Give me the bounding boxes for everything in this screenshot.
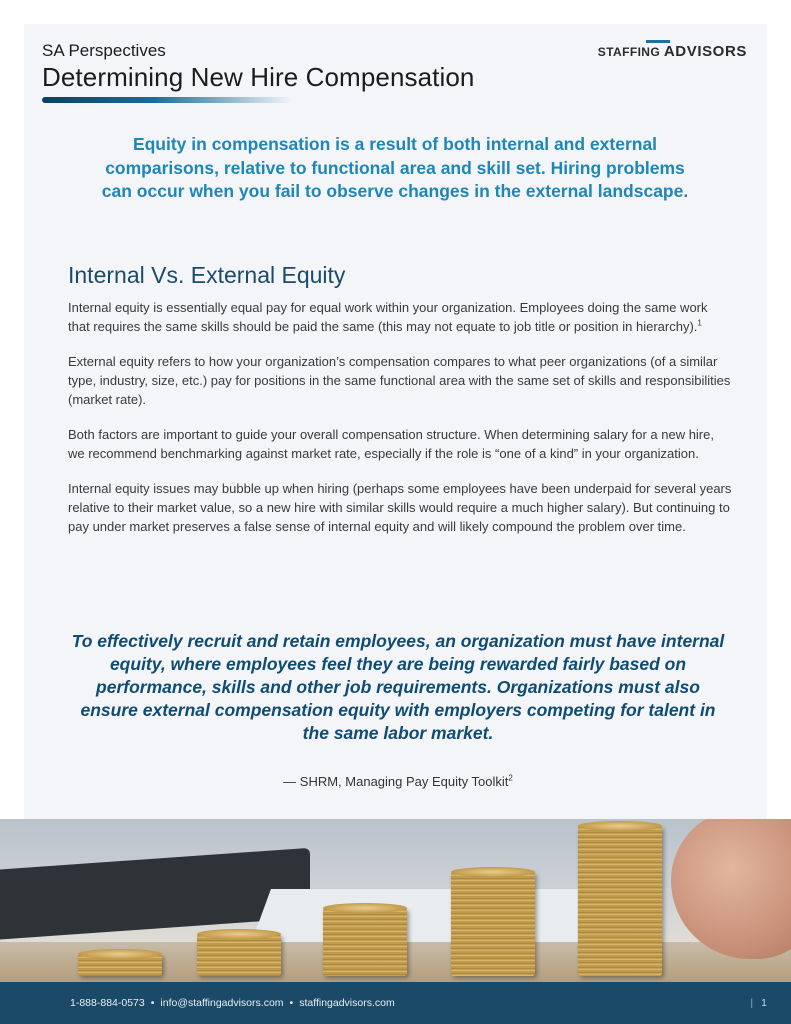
footnote-ref: 2 (508, 773, 513, 783)
hand-shape (671, 819, 791, 959)
paragraph-text: Internal equity is essentially equal pay for equal work within your organization. Employees doing the same work that requires the same skills should be paid the same (this may not equate to job title or position in hierarchy). (68, 300, 708, 334)
paragraph-hiring-issues: Internal equity issues may bubble up when hiring (perhaps some employees have been underpaid for several years relative to their market value, so a new hire with similar skills would require a much higher salary). But continuing to pay under market preserves a false sense of internal equity and will likely compound the problem over time. (68, 481, 732, 534)
body-text (68, 298, 732, 552)
page-number: 1 (761, 997, 767, 1009)
pull-quote: To effectively recruit and retain employees, an organization must have internal equity, where employees feel they are being rewarded fairly based on performance, skills and other job requirements. Organizations must also ensure external compensation equity with employers competing for talent in the same labor market. (71, 631, 725, 743)
coin-stack (197, 934, 281, 976)
content-card (24, 24, 767, 819)
logo-accent-bar (646, 40, 670, 43)
footnote-ref: 1 (697, 318, 702, 328)
footer-separator: • (150, 997, 155, 1009)
logo-prefix: STAFFING (597, 45, 664, 59)
page-separator: | (750, 997, 754, 1009)
paragraph-internal-equity (68, 298, 732, 336)
paragraph-both-factors: Both factors are important to guide your overall compensation structure. When determining salary for a new hire, we recommend benchmarking against market rate, especially if the role is “one of a kind” in your organization. (68, 427, 714, 461)
coin-stack (578, 826, 662, 976)
footer-separator: • (289, 997, 294, 1009)
phone-number[interactable]: 1-888-884-0573 (70, 997, 145, 1009)
page-title: Determining New Hire Compensation (42, 62, 475, 92)
page-footer (0, 982, 791, 1024)
page-indicator (750, 997, 767, 1009)
coin-stacks-photo (0, 819, 791, 982)
quote-attribution (68, 774, 728, 789)
coin-stack (451, 872, 535, 976)
series-label: SA Perspectives (42, 41, 166, 60)
coin-stack (323, 908, 407, 976)
email-link[interactable]: info@staffingadvisors.com (160, 997, 284, 1009)
paper-shape (249, 889, 601, 949)
website-link[interactable]: staffingadvisors.com (299, 997, 395, 1009)
footer-contact (70, 997, 395, 1009)
logo-main: ADVISORS (663, 43, 747, 60)
paragraph-external-equity: External equity refers to how your organization’s compensation compares to what peer organizations (of a similar type, industry, size, etc.) pay for positions in the same functional area with the same set of skills and responsibilities (market rate). (68, 354, 731, 407)
coin-stack (78, 954, 162, 976)
intro-callout: Equity in compensation is a result of both internal and external comparisons, relative to functional area and skill set. Hiring problems can occur when you fail to observe changes in the external landscape. (101, 134, 689, 201)
section-heading: Internal Vs. External Equity (68, 262, 346, 288)
staffing-advisors-logo (598, 43, 747, 60)
title-underline (42, 97, 292, 103)
attribution-text: — SHRM, Managing Pay Equity Toolkit (283, 774, 509, 789)
